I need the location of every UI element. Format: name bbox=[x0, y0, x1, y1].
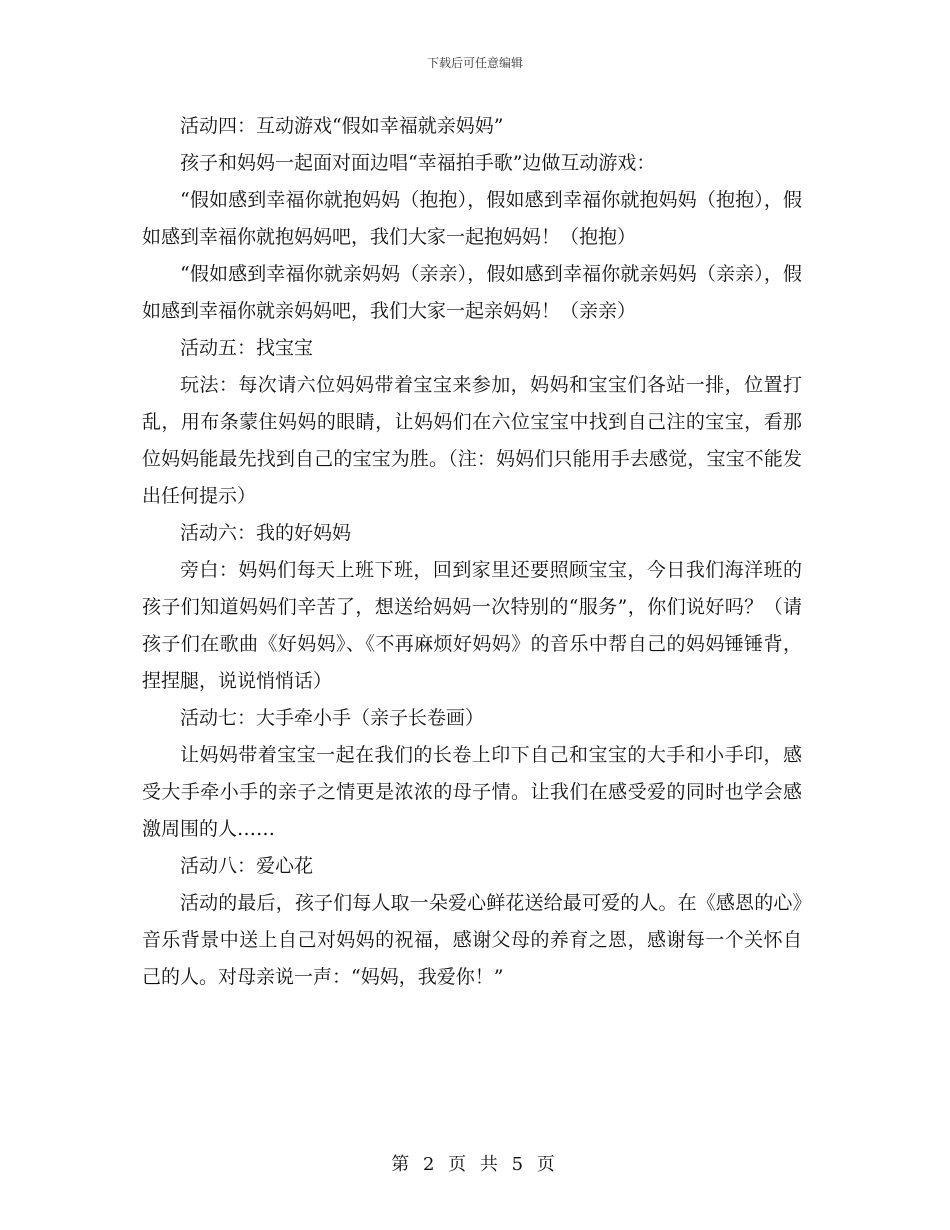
page-header-note: 下载后可任意编辑 bbox=[426, 56, 523, 70]
activity-6-narration: 旁白：妈妈们每天上班下班，回到家里还要照顾宝宝，今日我们海洋班的孩子们知道妈妈们辛苦了，想送给妈妈一次特别的“服务”，你们说好吗？（请孩子们在歌曲《好妈妈》、《不再麻烦好妈妈》的音乐中帮自己的妈妈锤锤背，捏捏腿，说说悄悄话） bbox=[142, 559, 802, 692]
activity-4-heading: 活动四：互动游戏“假如幸福就亲妈妈” bbox=[180, 115, 504, 137]
activity-7-heading: 活动七：大手牵小手（亲子长卷画） bbox=[180, 707, 485, 729]
activity-5-heading: 活动五：找宝宝 bbox=[180, 337, 314, 359]
document-body bbox=[142, 108, 802, 996]
activity-6-heading: 活动六：我的好妈妈 bbox=[180, 522, 352, 544]
activity-4-kiss-verse: “假如感到幸福你就亲妈妈（亲亲），假如感到幸福你就亲妈妈（亲亲），假如感到幸福你就亲妈妈吧，我们大家一起亲妈妈！（亲亲） bbox=[142, 263, 802, 322]
activity-4-intro: 孩子和妈妈一起面对面边唱“幸福拍手歌”边做互动游戏： bbox=[180, 152, 656, 174]
activity-5-rules: 玩法：每次请六位妈妈带着宝宝来参加，妈妈和宝宝们各站一排，位置打乱，用布条蒙住妈妈的眼睛，让妈妈们在六位宝宝中找到自己注的宝宝，看那位妈妈能最先找到自己的宝宝为胜。（注：妈妈们只能用手去感觉，宝宝不能发出任何提示） bbox=[142, 374, 802, 507]
page-number: 第 2 页 共 5 页 bbox=[391, 1154, 559, 1175]
activity-8-description: 活动的最后，孩子们每人取一朵爱心鲜花送给最可爱的人。在《感恩的心》音乐背景中送上自己对妈妈的祝福，感谢父母的养育之恩，感谢每一个关怀自己的人。对母亲说一声：“妈妈，我爱你！” bbox=[142, 892, 802, 988]
activity-8-heading: 活动八：爱心花 bbox=[180, 855, 314, 877]
activity-7-description: 让妈妈带着宝宝一起在我们的长卷上印下自己和宝宝的大手和小手印，感受大手牵小手的亲子之情更是浓浓的母子情。让我们在感受爱的同时也学会感激周围的人…… bbox=[142, 744, 802, 840]
activity-4-hug-verse: “假如感到幸福你就抱妈妈（抱抱），假如感到幸福你就抱妈妈（抱抱），假如感到幸福你就抱妈妈吧，我们大家一起抱妈妈！（抱抱） bbox=[142, 189, 802, 248]
